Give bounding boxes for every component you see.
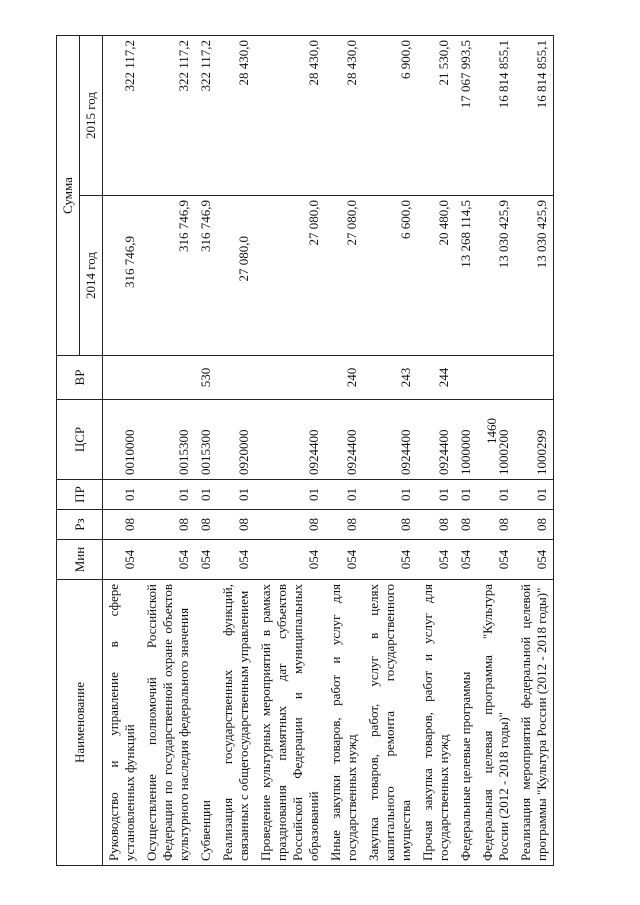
header-pr: ПР (57, 480, 103, 510)
row-min: 054 (141, 540, 195, 580)
header-csr: ЦСР (57, 400, 103, 480)
table-row (141, 36, 195, 866)
row-rz: 08 (217, 510, 255, 540)
row-name: Федеральные целевые программы (455, 580, 477, 866)
row-rz: 08 (325, 510, 363, 540)
row-2014: 316 746,9 (103, 196, 142, 356)
row-2015: 322 117,2 (103, 36, 142, 196)
row-pr: 01 (195, 480, 217, 510)
row-name: Проведение культурных мероприятий в рамках празднования памятных дат субъектов Российской Федерации и муниципальных образований (255, 580, 325, 866)
row-vr: 244 (417, 356, 455, 400)
row-vr (455, 356, 477, 400)
header-name: Наименование (57, 580, 103, 866)
row-vr: 530 (195, 356, 217, 400)
table-row (417, 36, 455, 866)
row-2015: 6 900,0 (363, 36, 417, 196)
header-vr: ВР (57, 356, 103, 400)
header-2015: 2015 год (80, 36, 103, 196)
row-2014: 27 080,0 (255, 196, 325, 356)
row-min: 054 (455, 540, 477, 580)
row-pr: 01 (477, 480, 515, 510)
row-rz: 08 (455, 510, 477, 540)
row-min: 054 (103, 540, 142, 580)
row-name: Прочая закупка товаров, работ и услуг для государственных нужд (417, 580, 455, 866)
row-2014: 27 080,0 (217, 196, 255, 356)
row-min: 054 (363, 540, 417, 580)
table-row (515, 36, 554, 866)
row-2015: 17 067 993,5 (455, 36, 477, 196)
row-vr: 240 (325, 356, 363, 400)
row-csr: 0924400 (417, 400, 455, 480)
table-row (255, 36, 325, 866)
row-rz: 08 (417, 510, 455, 540)
row-2014: 13 030 425,9 (515, 196, 554, 356)
row-min: 054 (195, 540, 217, 580)
row-pr: 01 (217, 480, 255, 510)
row-rz: 08 (141, 510, 195, 540)
header-sum: Сумма (57, 36, 80, 356)
row-vr: 243 (363, 356, 417, 400)
table-row (325, 36, 363, 866)
row-2014: 13 268 114,5 (455, 196, 477, 356)
row-name: Осуществление полномочий Российской Федерации по государственной охране объектов культурного наследия федерального значения (141, 580, 195, 866)
row-2015: 322 117,2 (141, 36, 195, 196)
row-name: Реализация государственных функций, связанных с общегосударственным управлением (217, 580, 255, 866)
row-rz: 08 (255, 510, 325, 540)
row-csr: 1000200 (477, 400, 515, 480)
header-row-top (57, 36, 80, 866)
header-min: Мин (57, 540, 103, 580)
row-csr: 0015300 (141, 400, 195, 480)
row-csr: 1000000 (455, 400, 477, 480)
header-2014: 2014 год (80, 196, 103, 356)
row-2015: 322 117,2 (195, 36, 217, 196)
row-2014: 13 030 425,9 (477, 196, 515, 356)
row-vr (255, 356, 325, 400)
row-rz: 08 (195, 510, 217, 540)
row-vr (217, 356, 255, 400)
row-rz: 08 (477, 510, 515, 540)
row-rz: 08 (515, 510, 554, 540)
row-pr: 01 (515, 480, 554, 510)
row-csr: 0015300 (195, 400, 217, 480)
row-2015: 28 430,0 (255, 36, 325, 196)
row-2015: 21 530,0 (417, 36, 455, 196)
row-min: 054 (515, 540, 554, 580)
row-name: Субвенции (195, 580, 217, 866)
row-pr: 01 (455, 480, 477, 510)
row-min: 054 (255, 540, 325, 580)
row-pr: 01 (325, 480, 363, 510)
row-name: Руководство и управление в сфере установленных функций (103, 580, 142, 866)
row-name: Федеральная целевая программа "Культура России (2012 - 2018 годы)" (477, 580, 515, 866)
row-2015: 16 814 855,1 (515, 36, 554, 196)
row-2015: 16 814 855,1 (477, 36, 515, 196)
row-2014: 6 600,0 (363, 196, 417, 356)
row-pr: 01 (363, 480, 417, 510)
row-name: Иные закупки товаров, работ и услуг для государственных нужд (325, 580, 363, 866)
row-rz: 08 (103, 510, 142, 540)
row-vr (515, 356, 554, 400)
row-2014: 316 746,9 (141, 196, 195, 356)
table-row (363, 36, 417, 866)
rotated-page-content (56, 36, 616, 866)
row-2014: 316 746,9 (195, 196, 217, 356)
row-min: 054 (217, 540, 255, 580)
row-csr: 0920000 (217, 400, 255, 480)
row-2014: 20 480,0 (417, 196, 455, 356)
table-row (455, 36, 477, 866)
row-csr: 0924400 (255, 400, 325, 480)
table-row (217, 36, 255, 866)
row-vr (477, 356, 515, 400)
row-pr: 01 (417, 480, 455, 510)
row-name: Закупка товаров, работ, услуг в целях капитального ремонта государственного имущества (363, 580, 417, 866)
row-min: 054 (477, 540, 515, 580)
row-vr (141, 356, 195, 400)
table-row (477, 36, 515, 866)
row-csr: 0010000 (103, 400, 142, 480)
row-pr: 01 (255, 480, 325, 510)
row-vr (103, 356, 142, 400)
row-min: 054 (325, 540, 363, 580)
row-2015: 28 430,0 (325, 36, 363, 196)
header-rz: Рз (57, 510, 103, 540)
table-row (195, 36, 217, 866)
row-csr: 0924400 (363, 400, 417, 480)
row-csr: 0924400 (325, 400, 363, 480)
row-csr: 1000299 (515, 400, 554, 480)
page-number: 1460 (484, 418, 499, 444)
budget-table (56, 35, 554, 866)
row-pr: 01 (103, 480, 142, 510)
row-2015: 28 430,0 (217, 36, 255, 196)
row-pr: 01 (141, 480, 195, 510)
row-name: Реализация мероприятий федеральной целевой программы "Культура России (2012 - 2018 годы)" (515, 580, 554, 866)
row-2014: 27 080,0 (325, 196, 363, 356)
row-min: 054 (417, 540, 455, 580)
row-rz: 08 (363, 510, 417, 540)
table-row (103, 36, 142, 866)
